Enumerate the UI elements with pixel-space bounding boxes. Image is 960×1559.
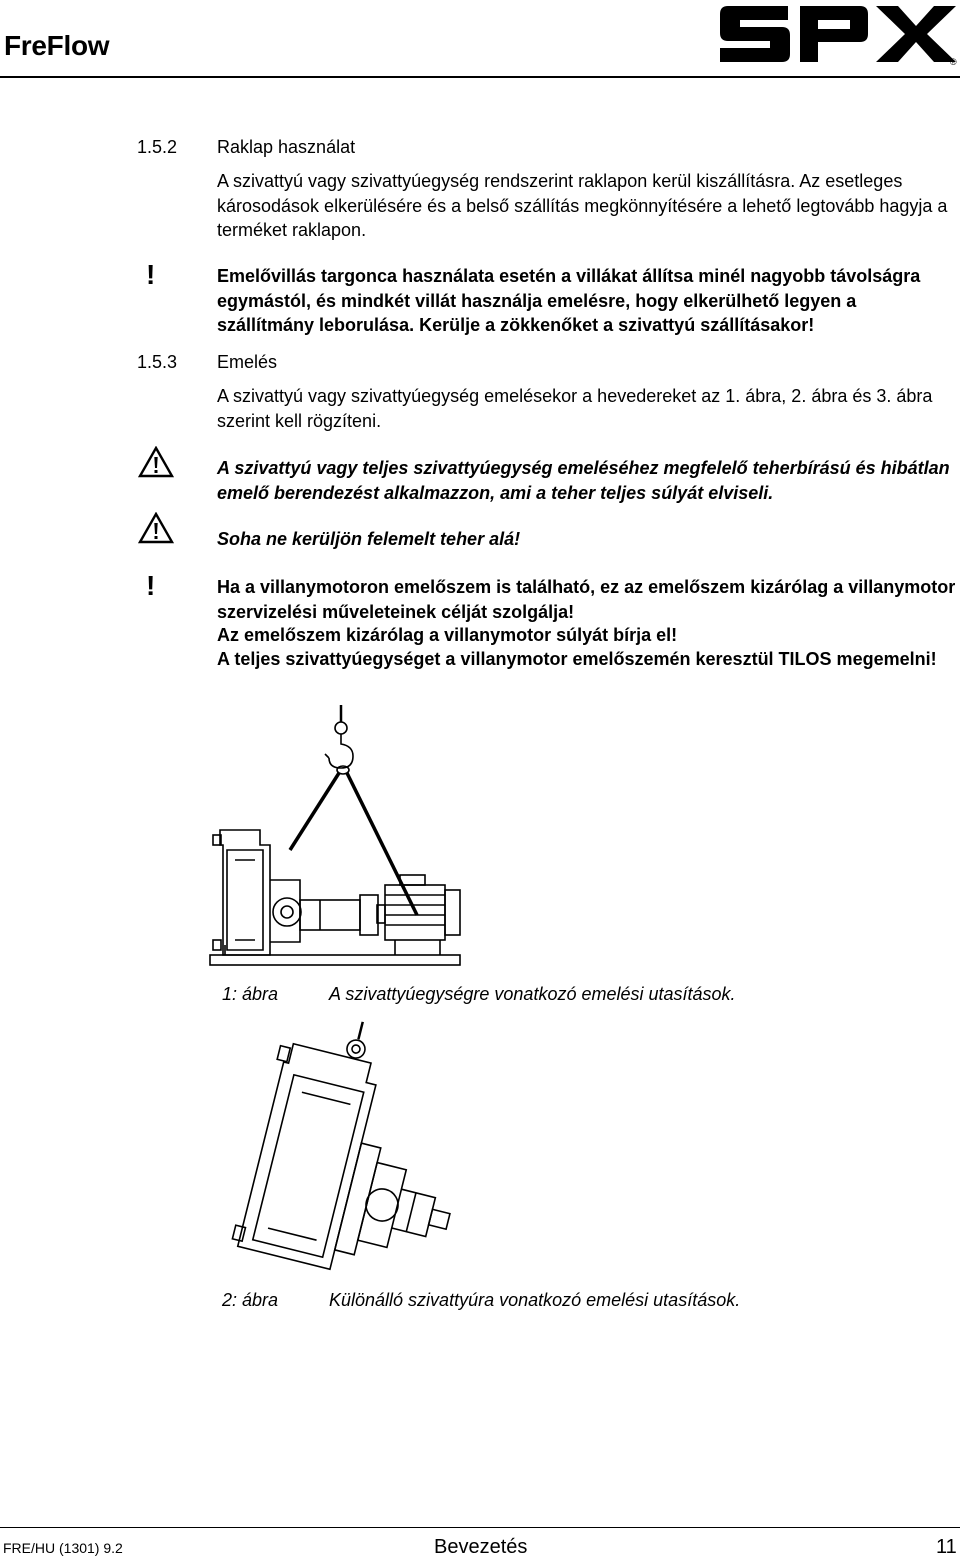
paragraph: A szivattyú vagy szivattyúegység emelésekor a hevedereket az 1. ábra, 2. ábra és 3. ábra szerint kell rögzíteni. (217, 386, 933, 431)
section-number: 1.5.2 (137, 137, 178, 157)
page-number: 11 (936, 1536, 957, 1558)
spx-logo (718, 2, 960, 66)
header-rule (0, 76, 960, 78)
figure-number: 2: ábra (222, 1290, 279, 1310)
document-code: FRE/HU (1301) 9.2 (3, 1540, 123, 1556)
notice-text: Ha a villanymotoron emelőszem is található, ez az emelőszem kizárólag a villanymotor szervizelési műveleteinek célját szolgálja! (217, 577, 956, 622)
notice-exclamation-icon: ! (146, 259, 156, 290)
notice-text: Az emelőszem kizárólag a villanymotor súlyát bírja el! (217, 625, 678, 645)
warning-text: A szivattyú vagy teljes szivattyúegység emeléséhez megfelelő teherbírású és hibátlan emelő berendezést alkalmazzon, ami a teher teljes súlyát elviseli. (217, 458, 950, 503)
registered-mark: ® (950, 57, 957, 66)
warning-triangle-icon (138, 512, 174, 544)
brand-title: FreFlow (4, 30, 110, 61)
section-title: Raklap használat (217, 137, 356, 157)
warning-text: Soha ne kerüljön felemelt teher alá! (217, 529, 521, 549)
notice-text: A teljes szivattyúegységet a villanymotor emelőszemén keresztül TILOS megemelni! (217, 649, 937, 669)
section-number: 1.5.3 (137, 352, 178, 372)
footer-rule (0, 1527, 960, 1528)
notice-text: Emelővillás targonca használata esetén a villákat állítsa minél nagyobb távolságra egymástól, és mindkét villát használja emelésre, hogy elkerülhető legyen a szállítmány leborulása. Kerülje a zökkenőket a szivattyú szállításakor! (217, 266, 921, 335)
chapter-title: Bevezetés (434, 1536, 528, 1558)
figure-caption: A szivattyúegységre vonatkozó emelési utasítások. (329, 984, 736, 1004)
figure-1-drawing (205, 700, 475, 975)
warning-triangle-icon (138, 446, 174, 478)
figure-caption: Különálló szivattyúra vonatkozó emelési utasítások. (329, 1290, 741, 1310)
paragraph: A szivattyú vagy szivattyúegység rendszerint raklapon kerül kiszállításra. Az esetleges károsodások elkerülésére és a belső szállítás megkönnyítésére a lehető legtovább hagyja a terméket raklapon. (217, 171, 948, 240)
figure-2-drawing (205, 1015, 465, 1290)
notice-exclamation-icon: ! (146, 570, 156, 601)
figure-number: 1: ábra (222, 984, 279, 1004)
section-title: Emelés (217, 352, 278, 372)
